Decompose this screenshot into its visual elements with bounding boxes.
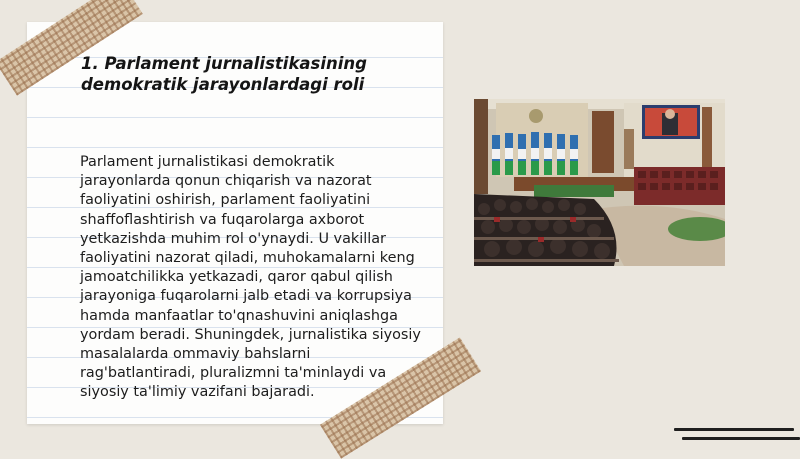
parliament-hall-photo <box>474 99 725 266</box>
slide-title: 1. Parlament jurnalistikasining demokratik jarayonlardagi roli <box>81 54 367 94</box>
slide-body-text: Parlament jurnalistikasi demokratik jarayonlarda qonun chiqarish va nazorat faoliyatini oshirish, parlament faoliyatini shaffoflashtirish va fuqarolarga axborot yetkazishda muhim rol o'ynaydi. U vakillar faoliyatini nazorat qiladi, muhokamalarni keng jamoatchilikka yetkazadi, qaror qabul qilish jarayoniga fuqarolarni jalb etadi va korrupsiya hamda manfaatlar to'qnashuvini aniqlashga yordam beradi. Shuningdek, jurnalistika siyosiy masalalarda ommaviy bahslarni rag'batlantiradi, pluralizmni ta'minlaydi va siyosiy ta'limiy vazifani bajaradi. <box>80 154 421 401</box>
photo-illustration <box>474 99 725 266</box>
decorative-lines <box>674 425 800 447</box>
